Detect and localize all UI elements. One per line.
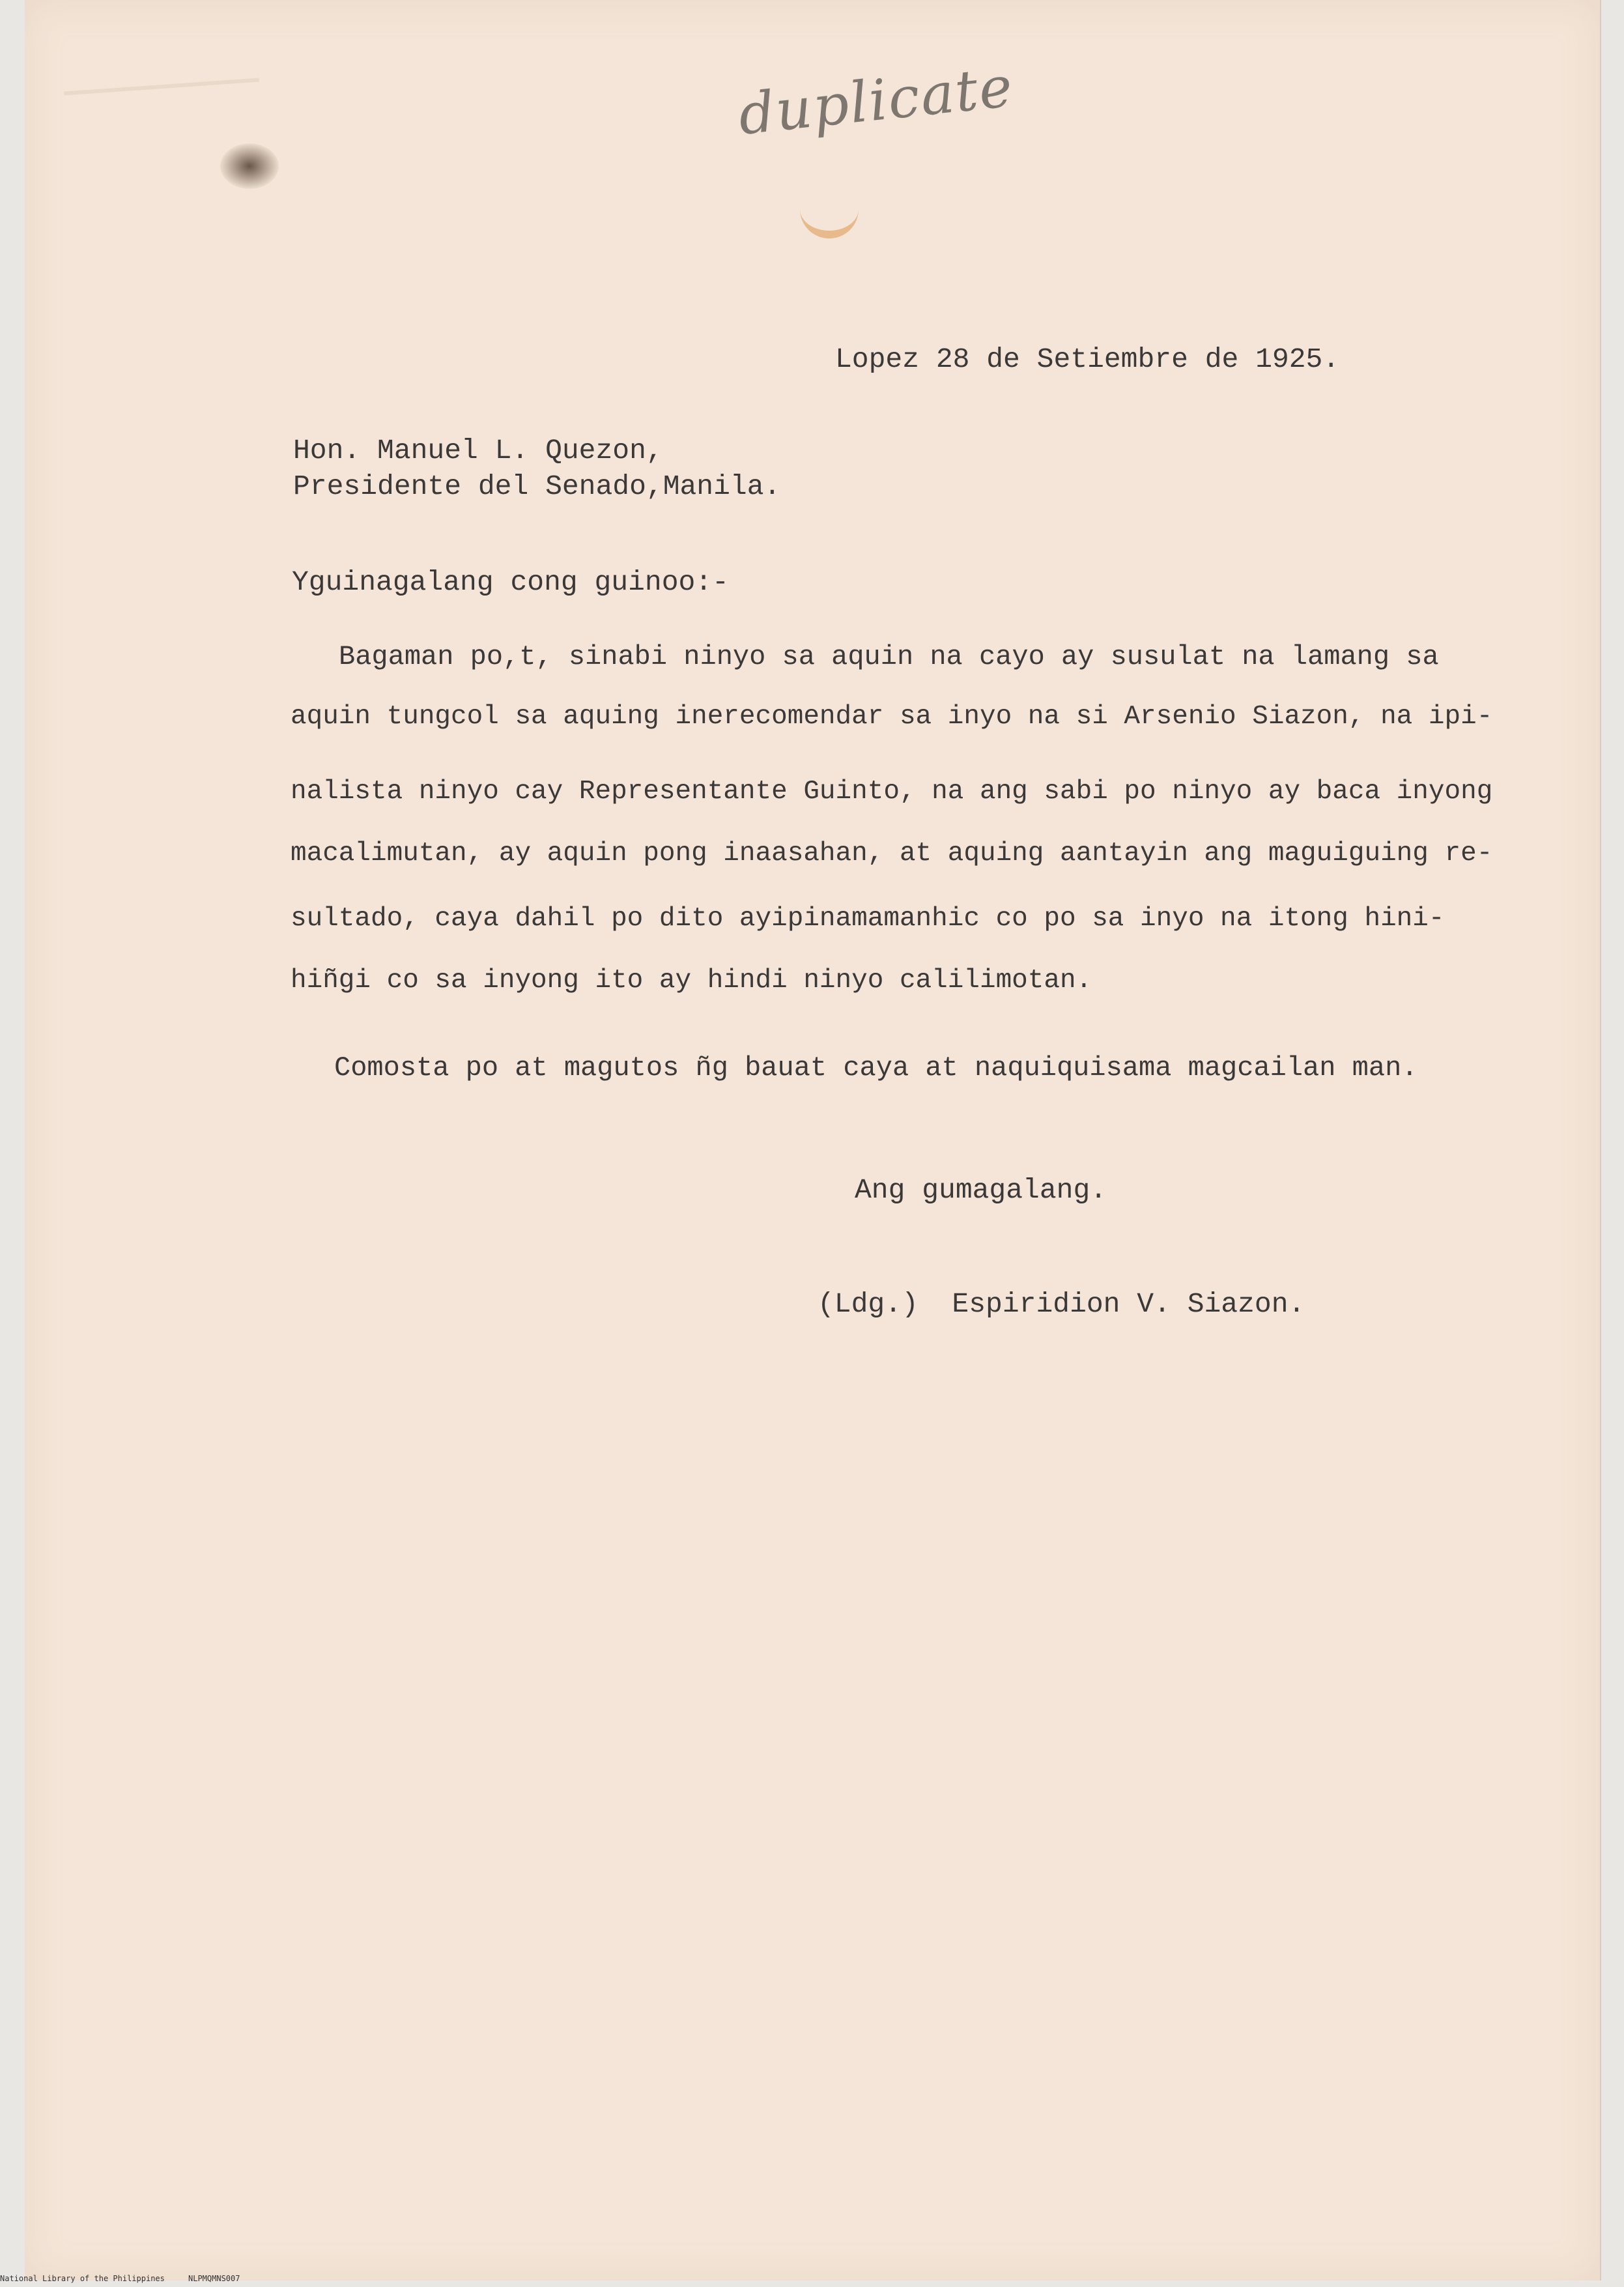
- recipient-name: Hon. Manuel L. Quezon,: [293, 435, 663, 467]
- body-line: hiñgi co sa inyong ito ay hindi ninyo calilimotan.: [291, 966, 1092, 996]
- letter-page: [25, 0, 1601, 2280]
- body-line: macalimutan, ay aquin pong inaasahan, at aquing aantayin ang maguiguing re-: [291, 839, 1493, 869]
- body-line: Bagaman po,t, sinabi ninyo sa aquin na cayo ay susulat na lamang sa: [339, 641, 1439, 672]
- archive-footer: [0, 2274, 240, 2283]
- recipient-title: Presidente del Senado,Manila.: [293, 470, 781, 502]
- body-line: nalista ninyo cay Representante Guinto, na ang sabi po ninyo ay baca inyong: [291, 777, 1493, 807]
- ink-stain: [220, 143, 279, 189]
- salutation: Yguinagalang cong guinoo:-: [292, 566, 729, 598]
- body-line: sultado, caya dahil po dito ayipinamamanhic co po sa inyo na itong hini-: [291, 904, 1445, 934]
- handwritten-annotation: duplicate: [735, 54, 1017, 148]
- body-line: aquin tungcol sa aquing inerecomendar sa inyo na si Arsenio Siazon, na ipi-: [291, 702, 1493, 732]
- signature-line: (Ldg.) Espiridion V. Siazon.: [818, 1288, 1305, 1320]
- valediction: Ang gumagalang.: [855, 1174, 1107, 1206]
- footer-library: National Library of the Philippines: [0, 2274, 165, 2283]
- date-line: Lopez 28 de Setiembre de 1925.: [835, 343, 1340, 375]
- closing-line: Comosta po at magutos ñg bauat caya at naquiquisama magcailan man.: [334, 1052, 1418, 1084]
- footer-code: NLPMQMNS007: [188, 2274, 240, 2283]
- handwritten-tick-mark: [800, 209, 859, 238]
- paper-crease: [64, 78, 259, 96]
